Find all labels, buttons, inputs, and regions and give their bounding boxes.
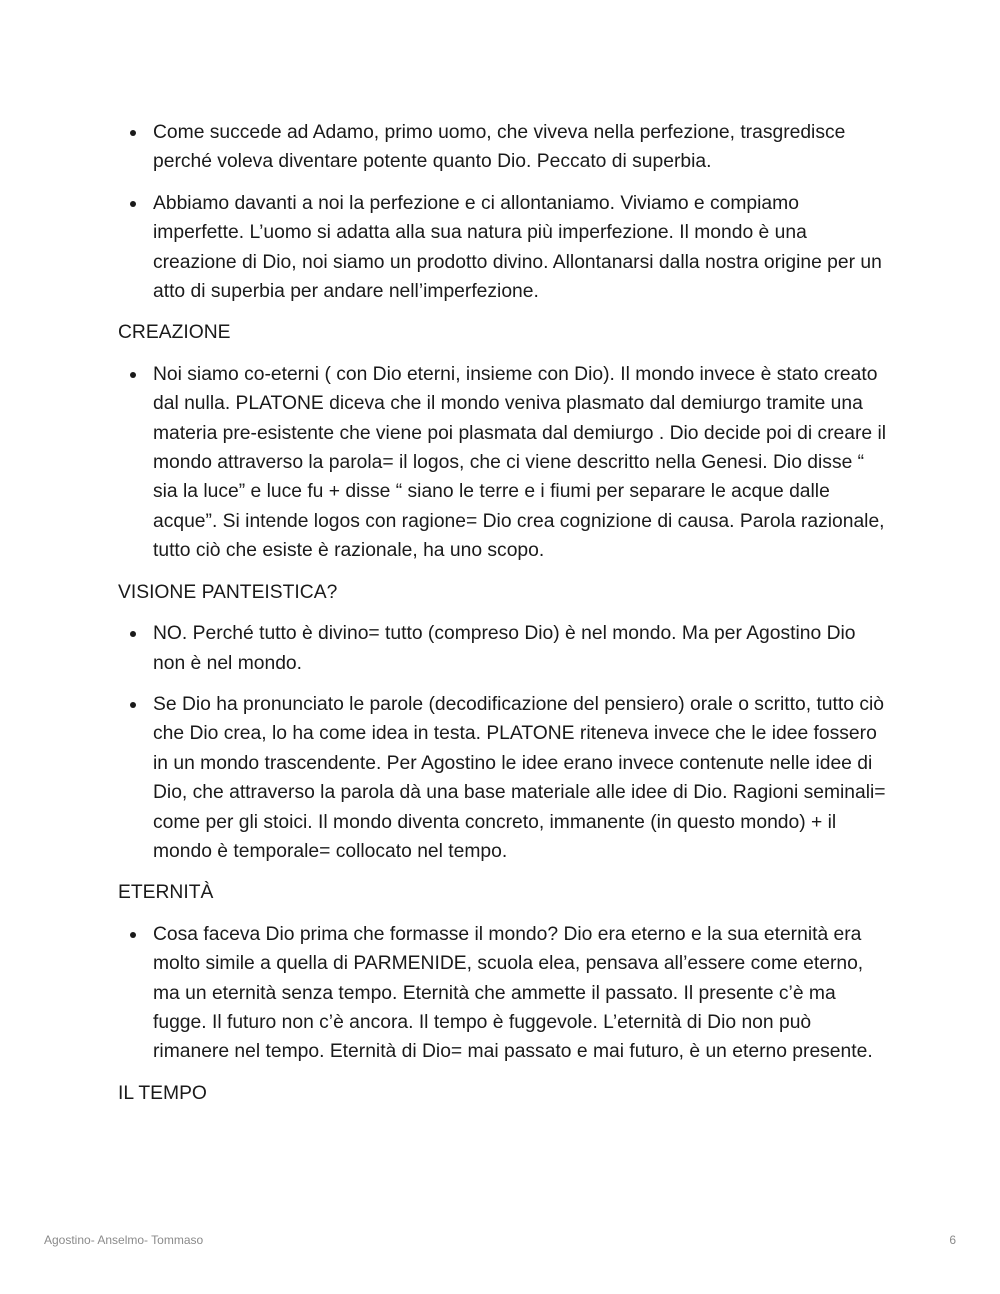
list-item: Se Dio ha pronunciato le parole (decodificazione del pensiero) orale o scritto, tutto ciò che Dio crea, lo ha come idea in testa. PLATONE riteneva invece che le idee fossero in un mondo trascendente. Per Agostino le idee erano invece contenute nelle idee di Dio, che attraverso la parola dà una base materiale alle idee di Dio. Ragioni seminali= come per gli stoici. Il mondo diventa concreto, immanente (in questo mondo) + il mondo è temporale= collocato nel tempo. — [153, 690, 888, 866]
bullet-list-eternita — [118, 920, 888, 1067]
list-item: Abbiamo davanti a noi la perfezione e ci allontaniamo. Viviamo e compiamo imperfette. L’uomo si adatta alla sua natura più imperfezione. Il mondo è una creazione di Dio, noi siamo un prodotto divino. Allontanarsi dalla nostra origine per un atto di superbia per andare nell’imperfezione. — [153, 189, 888, 307]
section-heading-eternita: ETERNITÀ — [118, 882, 214, 904]
bullet-list-creazione — [118, 360, 888, 566]
list-item: Noi siamo co-eterni ( con Dio eterni, insieme con Dio). Il mondo invece è stato creato dal nulla. PLATONE diceva che il mondo veniva plasmato dal demiurgo tramite una materia pre-esistente che viene poi plasmata dal demiurgo . Dio decide poi di creare il mondo attraverso la parola= il logos, che ci viene descritto nella Genesi. Dio disse “ sia la luce” e luce fu + disse “ siano le terre e i fiumi per separare le acque dalle acque”. Si intende logos con ragione= Dio crea cognizione di causa. Parola razionale, tutto ciò che esiste è razionale, ha uno scopo. — [153, 360, 888, 566]
list-item: Come succede ad Adamo, primo uomo, che viveva nella perfezione, trasgredisce perché voleva diventare potente quanto Dio. Peccato di superbia. — [153, 118, 888, 177]
footer-document-title: Agostino- Anselmo- Tommaso — [44, 1233, 204, 1247]
section-heading-il-tempo: IL TEMPO — [118, 1082, 207, 1104]
page-footer — [44, 1233, 956, 1247]
section-heading-visione-panteistica: VISIONE PANTEISTICA? — [118, 581, 338, 603]
bullet-list-intro — [118, 118, 888, 306]
footer-page-number: 6 — [949, 1233, 956, 1247]
section-heading-creazione: CREAZIONE — [118, 322, 231, 344]
list-item: NO. Perché tutto è divino= tutto (compreso Dio) è nel mondo. Ma per Agostino Dio non è nel mondo. — [153, 619, 888, 678]
list-item: Cosa faceva Dio prima che formasse il mondo? Dio era eterno e la sua eternità era molto simile a quella di PARMENIDE, scuola elea, pensava all’essere come eterno, ma un eternità senza tempo. Eternità che ammette il passato. Il presente c’è ma fugge. Il futuro non c’è ancora. Il tempo è fuggevole. L’eternità di Dio non può rimanere nel tempo. Eternità di Dio= mai passato e mai futuro, è un eterno presente. — [153, 920, 888, 1067]
document-body — [118, 118, 888, 1120]
bullet-list-visione-panteistica — [118, 619, 888, 866]
